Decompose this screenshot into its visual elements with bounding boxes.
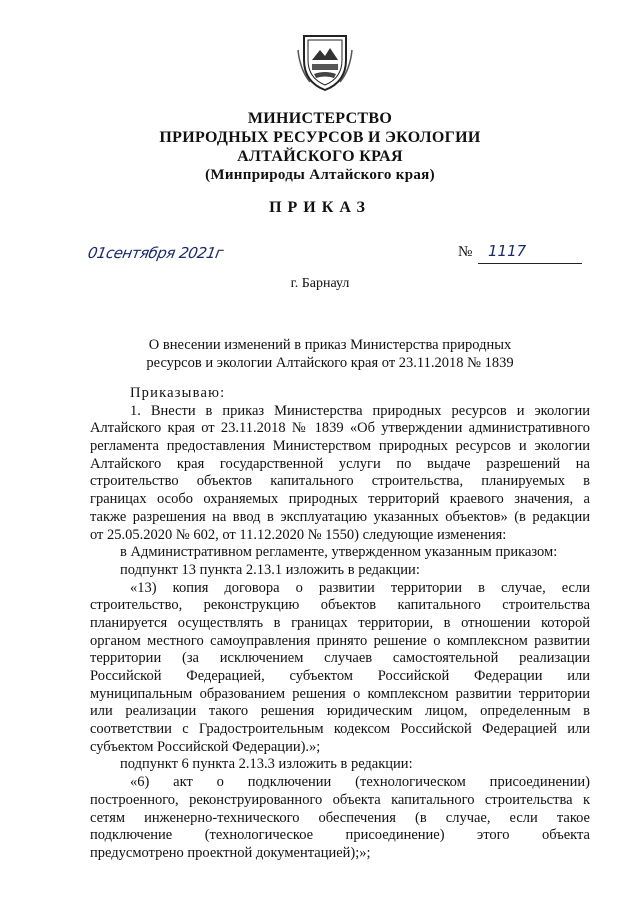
coat-of-arms-icon bbox=[296, 30, 354, 94]
body-line: органом местного самоуправления принято решение о комплексном развитии bbox=[90, 632, 590, 649]
document-type: ПРИКАЗ bbox=[269, 199, 371, 216]
body-line: в Административном регламенте, утвержденном указанным приказом: bbox=[120, 544, 558, 561]
body-line: муниципальным образованием решения о комплексном развитии территории bbox=[90, 685, 590, 702]
body-line: Российской Федерацией, субъектом Российской Федерации или bbox=[90, 668, 590, 684]
ministry-short-name: (Минприроды Алтайского края) bbox=[205, 167, 435, 183]
ministry-name-line-3: АЛТАЙСКОГО КРАЯ bbox=[237, 148, 403, 165]
body-line: «13) копия договора о развитии территории в случае, если bbox=[130, 579, 590, 596]
ministry-name-line-2: ПРИРОДНЫХ РЕСУРСОВ И ЭКОЛОГИИ bbox=[159, 129, 481, 146]
body-line: границах особо охраняемых природных территорий краевого значения, а bbox=[90, 491, 590, 508]
body-line: 1. Внести в приказ Министерства природных ресурсов и экологии bbox=[130, 402, 590, 419]
document-body bbox=[90, 385, 590, 863]
body-line: планируется осуществлять в границах территории, в отношении которой bbox=[90, 614, 590, 631]
ministry-name-line-1: МИНИСТЕРСТВО bbox=[247, 110, 393, 127]
document-title-line-1: О внесении изменений в приказ Министерства природных bbox=[148, 337, 512, 353]
body-line: Алтайского края государственной услуги по выдаче разрешений на bbox=[90, 455, 590, 472]
body-line: от 25.05.2020 № 602, от 11.12.2020 № 1550) следующие изменения: bbox=[90, 526, 507, 543]
body-line: Приказываю: bbox=[130, 385, 226, 401]
document-title-line-2: ресурсов и экологии Алтайского края от 23.11.2018 № 1839 bbox=[146, 355, 514, 371]
number-underline bbox=[478, 263, 582, 264]
body-line: построенного, реконструированного объекта капитального строительства к bbox=[90, 791, 590, 808]
number-sign: № bbox=[458, 244, 473, 260]
body-line: подключение (технологическое присоединение) этого объекта bbox=[90, 827, 590, 844]
body-line: Алтайского края от 23.11.2018 № 1839 «Об утверждении административного bbox=[90, 420, 590, 437]
handwritten-date: 01сентября 2021г bbox=[86, 244, 225, 262]
body-line: строительство, реконструкцию объектов капитального строительства bbox=[90, 597, 590, 614]
body-line: сетям инженерно-технического обеспечения (в случае, если такое bbox=[90, 809, 590, 826]
body-line: соответствии с Градостроительным кодексом Российской Федерацией или bbox=[90, 721, 590, 738]
body-line: «6) акт о подключении (технологическом присоединении) bbox=[130, 774, 590, 791]
body-line: территории (за исключением случаев самостоятельной реализации bbox=[90, 650, 590, 667]
body-line: подпункт 13 пункта 2.13.1 изложить в редакции: bbox=[120, 561, 420, 578]
city: г. Барнаул bbox=[290, 276, 350, 291]
body-line: субъектом Российской Федерации).»; bbox=[90, 738, 321, 755]
body-line: регламента предоставления Министерством природных ресурсов и экологии bbox=[90, 438, 590, 455]
body-line: строительство объектов капитального строительства, планируемых в bbox=[90, 473, 590, 490]
handwritten-number: 1117 bbox=[488, 242, 527, 260]
body-line: или реализации такого решения юридическим лицом, определенным в bbox=[90, 703, 590, 720]
body-line: предусмотрено проектной документацией);»; bbox=[90, 844, 371, 861]
body-line: также разрешения на ввод в эксплуатацию указанных объектов» (в редакции bbox=[90, 508, 590, 525]
body-line: подпункт 6 пункта 2.13.3 изложить в редакции: bbox=[120, 756, 413, 773]
